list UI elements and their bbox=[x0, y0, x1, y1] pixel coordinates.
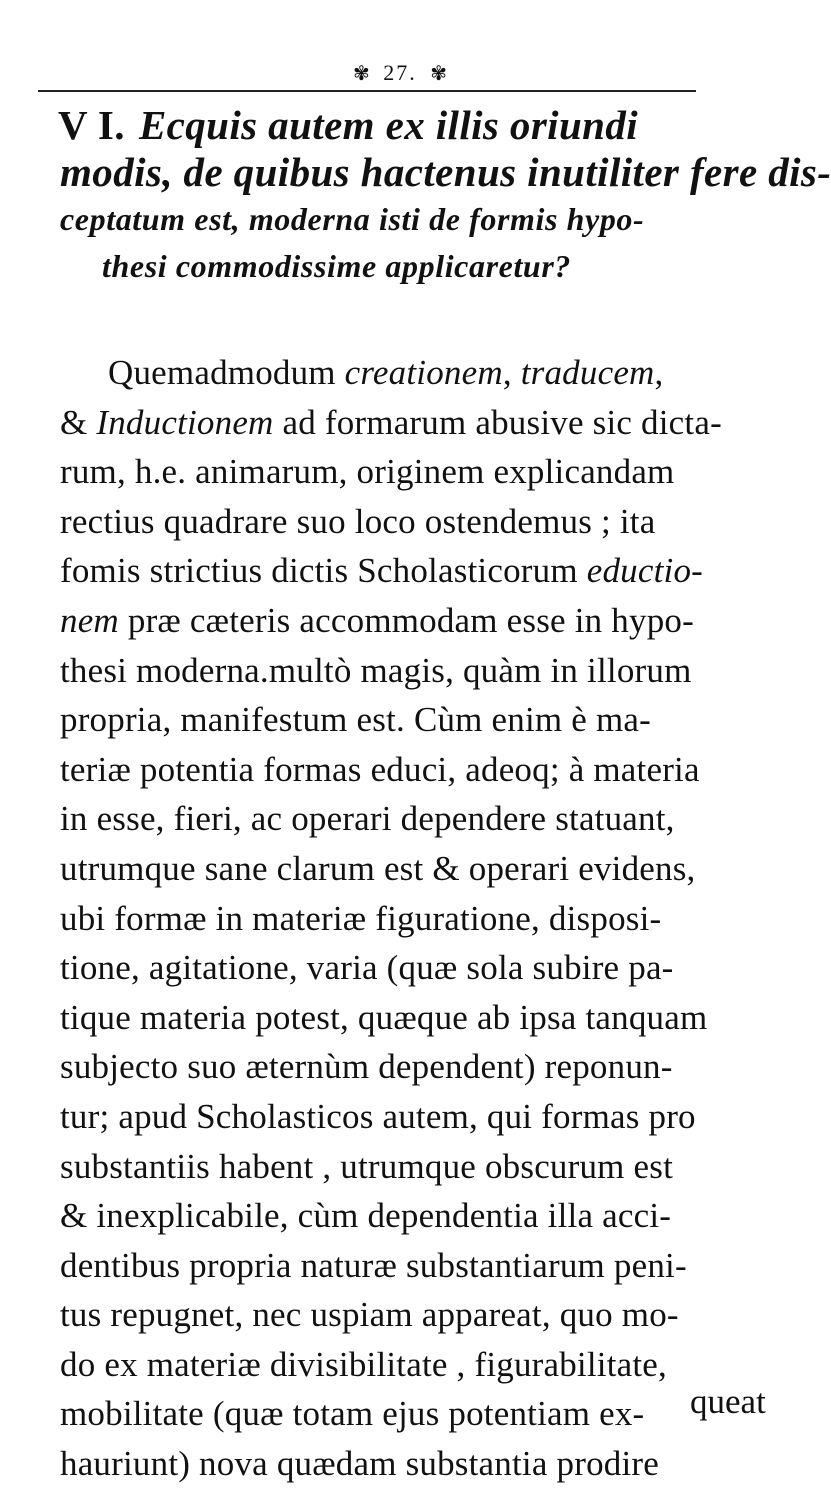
text-line: tus repugnet, nec uspiam appareat, quo mo- bbox=[60, 1295, 679, 1335]
text-line: tique materia potest, quæque ab ipsa tanquam bbox=[60, 997, 708, 1037]
text-line: & Inductionem ad formarum abusive sic dicta- bbox=[60, 402, 722, 442]
page-number: 27. bbox=[383, 60, 417, 85]
text-line: & inexplicabile, cùm dependentia illa acci- bbox=[60, 1196, 672, 1236]
answer-paragraph bbox=[60, 348, 780, 1489]
question-line: V I. Ecquis autem ex illis oriundi bbox=[58, 102, 639, 148]
text-line: in esse, fieri, ac operari dependere statuant, bbox=[60, 799, 675, 839]
text-line: thesi moderna.multò magis, quàm in illorum bbox=[60, 650, 692, 690]
text-line: do ex materiæ divisibilitate , figurabilitate, bbox=[60, 1344, 667, 1384]
text-line: rum, h.e. animarum, originem explicandam bbox=[60, 452, 675, 492]
running-head bbox=[0, 62, 800, 84]
text-line: mobilitate (quæ totam ejus potentiam ex- bbox=[60, 1394, 645, 1434]
question-number: V I. bbox=[58, 102, 125, 148]
question-heading bbox=[58, 102, 831, 290]
text-line: fomis strictius dictis Scholasticorum eductio- bbox=[60, 551, 704, 591]
text-line: Quemadmodum creationem, traducem, bbox=[108, 353, 664, 392]
text-line: subjecto suo æternùm dependent) reponun- bbox=[60, 1047, 673, 1087]
text-line: ubi formæ in materiæ figuratione, disposi- bbox=[60, 898, 662, 938]
text-line: utrumque sane clarum est & operari evidens, bbox=[60, 848, 696, 888]
catchword: queat bbox=[690, 1382, 766, 1421]
question-line: modis, de quibus hactenus inutiliter fere dis- bbox=[60, 149, 831, 195]
text-line: substantiis habent , utrumque obscurum est bbox=[60, 1146, 674, 1186]
text-line: hauriunt) nova quædam substantia prodire bbox=[60, 1444, 659, 1484]
text-line: nem præ cæteris accommodam esse in hypo- bbox=[60, 600, 694, 640]
text-line: tur; apud Scholasticos autem, qui formas pro bbox=[60, 1096, 696, 1136]
text-line: tione, agitatione, varia (quæ sola subire pa- bbox=[60, 948, 674, 988]
question-line: ceptatum est, moderna isti de formis hypo- bbox=[60, 201, 645, 237]
text-line: dentibus propria naturæ substantiarum peni- bbox=[60, 1245, 687, 1285]
text-line: teriæ potentia formas educi, adeoq; à materia bbox=[60, 749, 700, 789]
header-rule bbox=[38, 90, 696, 92]
fleuron-left-icon: ✾ bbox=[352, 63, 370, 85]
text-line: propria, manifestum est. Cùm enim è ma- bbox=[60, 700, 651, 740]
fleuron-right-icon: ✾ bbox=[430, 63, 448, 85]
text-line: rectius quadrare suo loco ostendemus ; ita bbox=[60, 501, 656, 541]
question-line: thesi commodissime applicaretur? bbox=[102, 248, 571, 284]
